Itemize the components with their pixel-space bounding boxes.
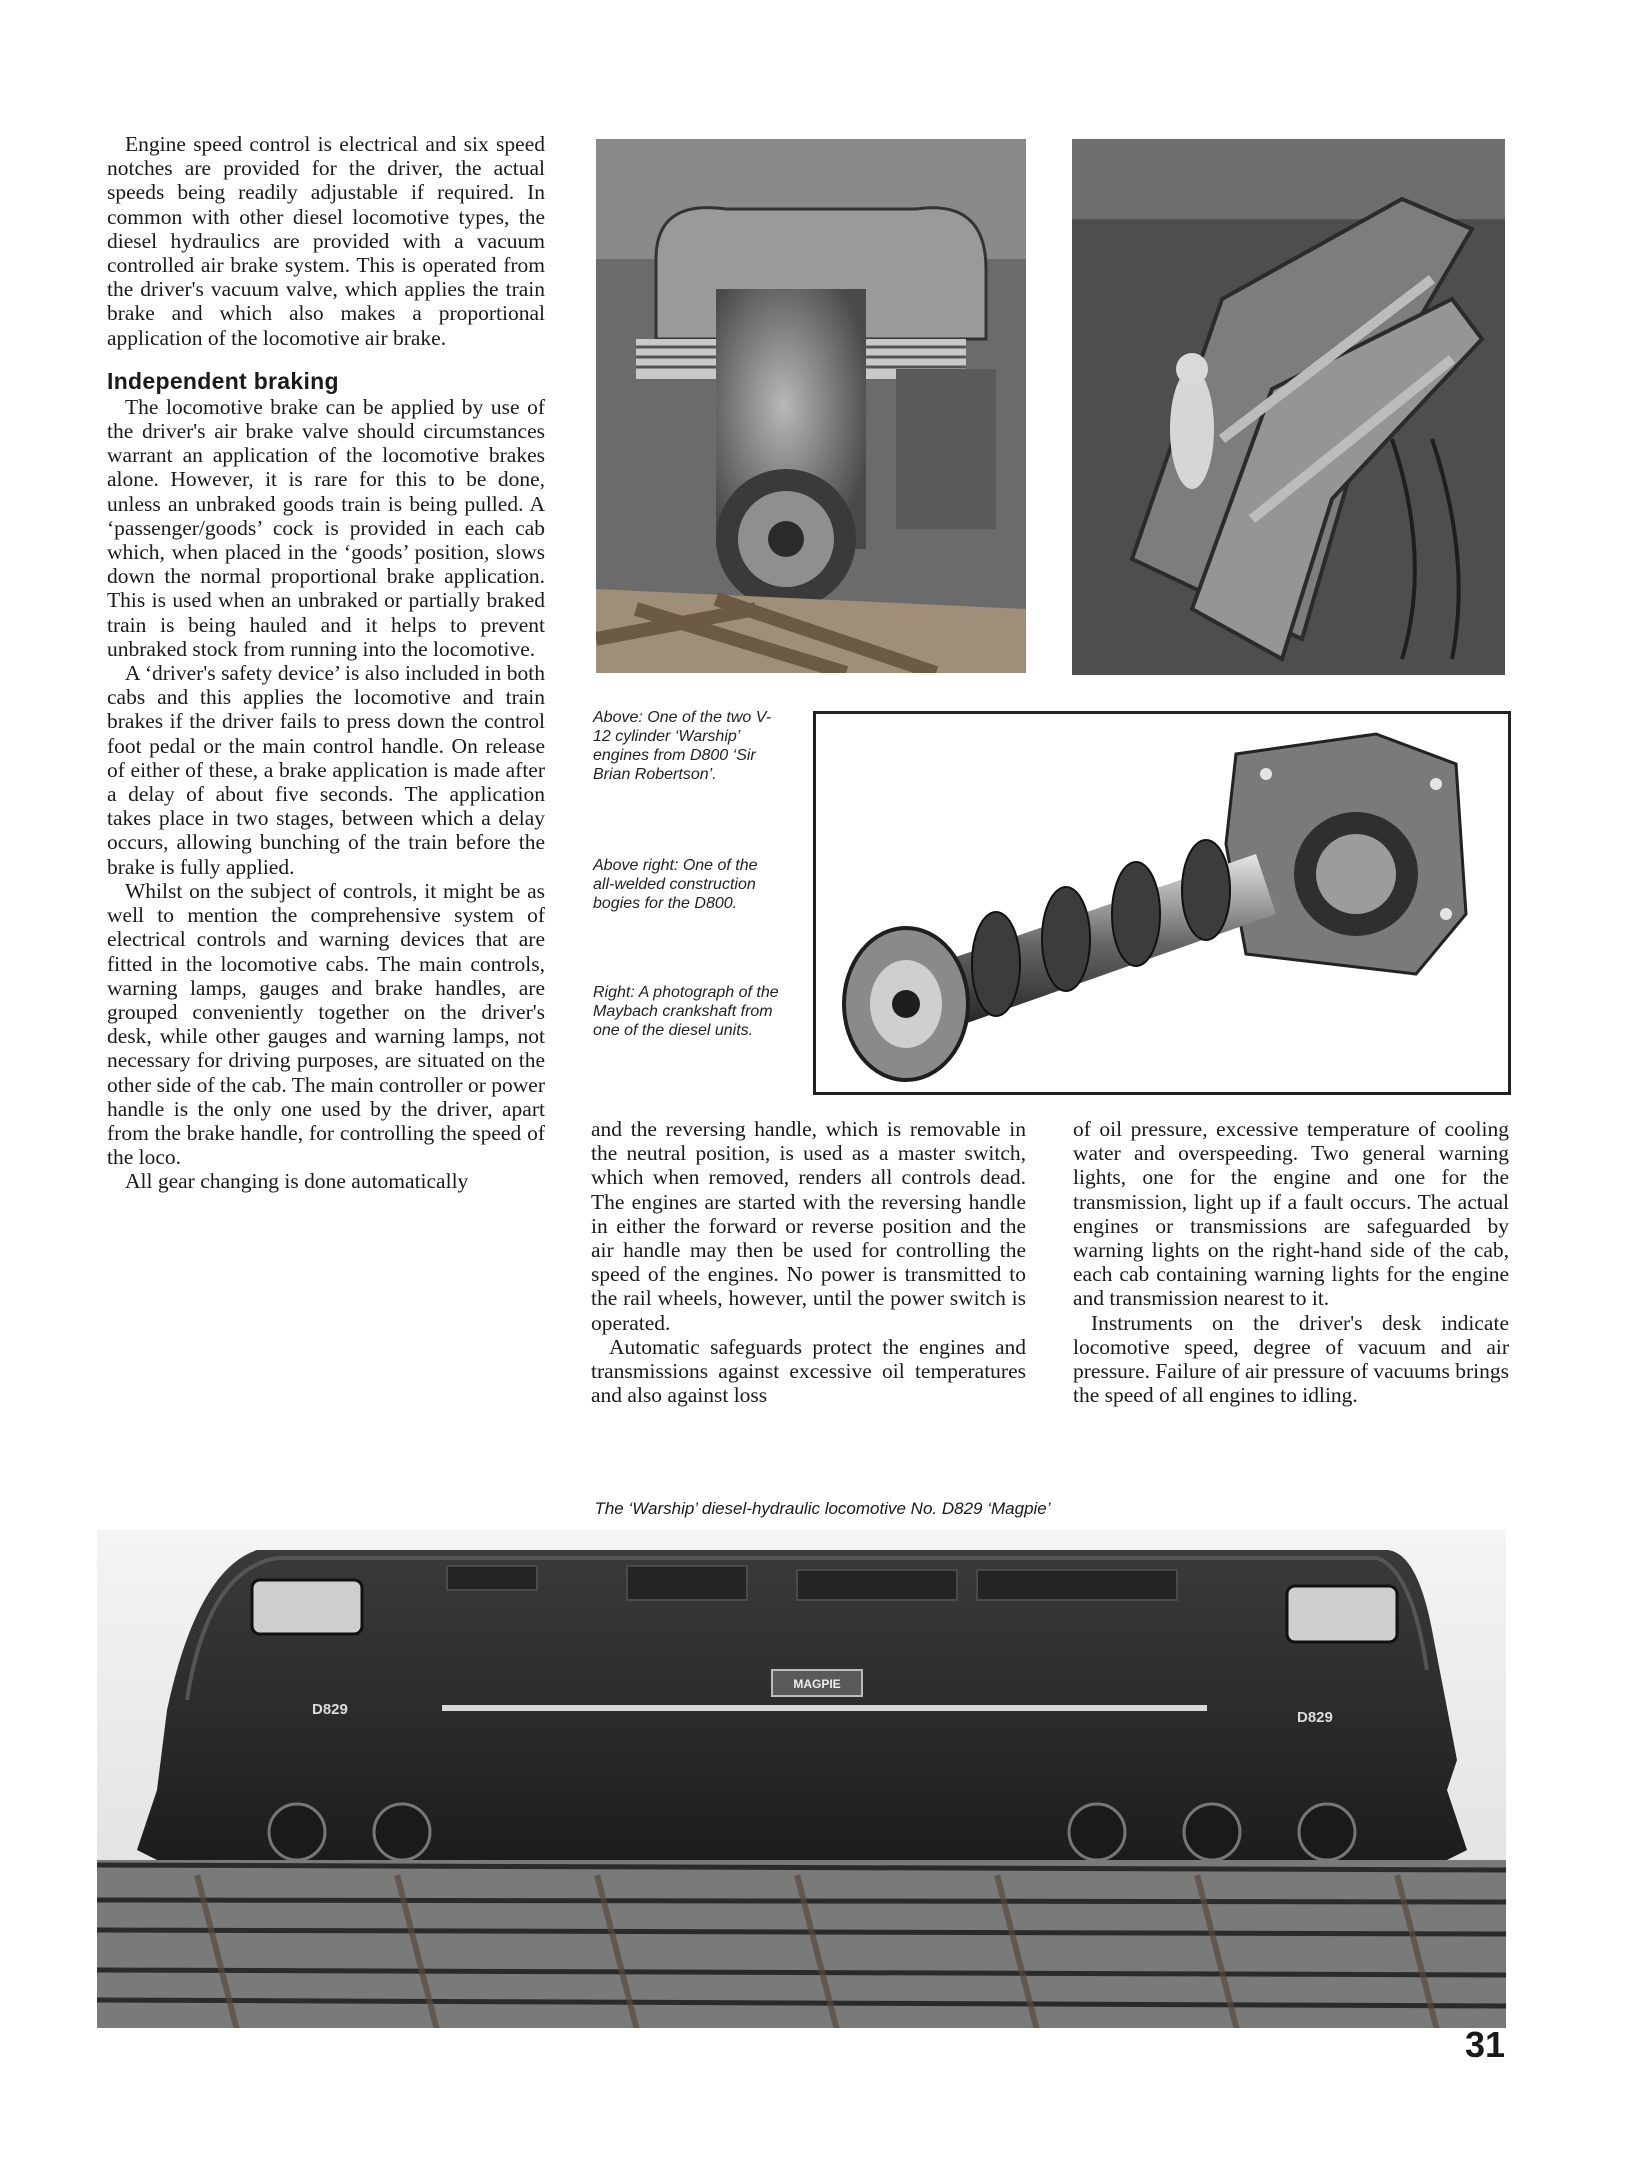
left-column [107,132,545,1194]
paragraph: of oil pressure, excessive temperature of cooling water and overspeeding. Two general warning lights, one for the engine and one for the transmission, light up if a fault occurs. The actual engines or transmissions are safeguarded by warning lights on the right-hand side of the cab, each cab containing warning lights for the engine and transmission nearest to it. [1073,1117,1509,1311]
paragraph: Engine speed control is electrical and six speed notches are provided for the driver, the actual speeds being readily adjustable if required. In common with other diesel locomotive types, the diesel hydraulics are provided with a vacuum controlled air brake system. This is operated from the driver's vacuum valve, which applies the train brake and which also makes a proportional application of the locomotive air brake. [107,132,545,350]
paragraph: Automatic safeguards protect the engines and transmissions against excessive oil temperatures and also against loss [591,1334,1026,1408]
crankshaft-photo [813,711,1511,1095]
paragraph: The locomotive brake can be applied by use of the driver's air brake valve should circumstances warrant an application of the locomotive brakes alone. However, it is rare for this to be done, unless an unbraked goods train is being pulled. A ‘passenger/goods’ cock is provided in each cab which, when placed in the ‘goods’ position, slows down the normal proportional brake application. This is used when an unbraked or partially braked train is being hauled and it helps to prevent unbraked stock from running into the locomotive. [107,394,545,661]
locomotive-caption: The ‘Warship’ diesel-hydraulic locomotive No. D829 ‘Magpie’ [594,1499,1051,1518]
middle-column [591,1117,1026,1407]
section-heading: Independent braking [107,367,339,394]
paragraph: and the reversing handle, which is removable in the neutral position, is used as a master switch, which when removed, renders all controls dead. The engines are started with the reversing handle in either the forward or reverse position and the air handle may then be used for controlling the speed of the engines. No power is transmitted to the rail wheels, however, until the power switch is operated. [591,1117,1026,1335]
locomotive-number-right: D829 [1297,1709,1333,1726]
paragraph: All gear changing is done automatically [125,1169,469,1194]
crankshaft-caption: Right: A photograph of the Maybach crankshaft from one of the diesel units. [593,984,779,1039]
right-column [1073,1117,1509,1407]
paragraph: Whilst on the subject of controls, it might be as well to mention the comprehensive system of electrical controls and warning devices that are fitted in the locomotive cabs. The main controls, warning lamps, gauges and brake handles, are grouped conveniently together on the driver's desk, while other gauges and warning lamps, not necessary for driving purposes, are situated on the other side of the cab. The main controller or power handle is the only one used by the driver, apart from the brake handle, for controlling the speed of the loco. [107,878,545,1170]
locomotive-nameplate: MAGPIE [793,1677,841,1691]
bogie-caption: Above right: One of the all-welded construction bogies for the D800. [593,857,758,912]
paragraph: A ‘driver's safety device’ is also included in both cabs and this applies the locomotive and train brakes if the driver fails to press down the control foot pedal or the main control handle. On release of either of these, a brake application is made after a delay of about five seconds. The application takes place in two stages, between which a delay occurs, allowing bunching of the train before the brake is fully applied. [107,661,545,879]
bogie-photo [1072,139,1505,675]
engine-photo [596,139,1026,673]
engine-caption: Above: One of the two V-12 cylinder ‘Warship’ engines from D800 ‘Sir Brian Robertson’. [593,709,772,783]
locomotive-number-left: D829 [312,1701,348,1718]
paragraph: Instruments on the driver's desk indicate locomotive speed, degree of vacuum and air pressure. Failure of air pressure of vacuums brings the speed of all engines to idling. [1073,1310,1509,1408]
locomotive-photo [97,1530,1506,2028]
page-number: 31 [1464,2024,1505,2065]
